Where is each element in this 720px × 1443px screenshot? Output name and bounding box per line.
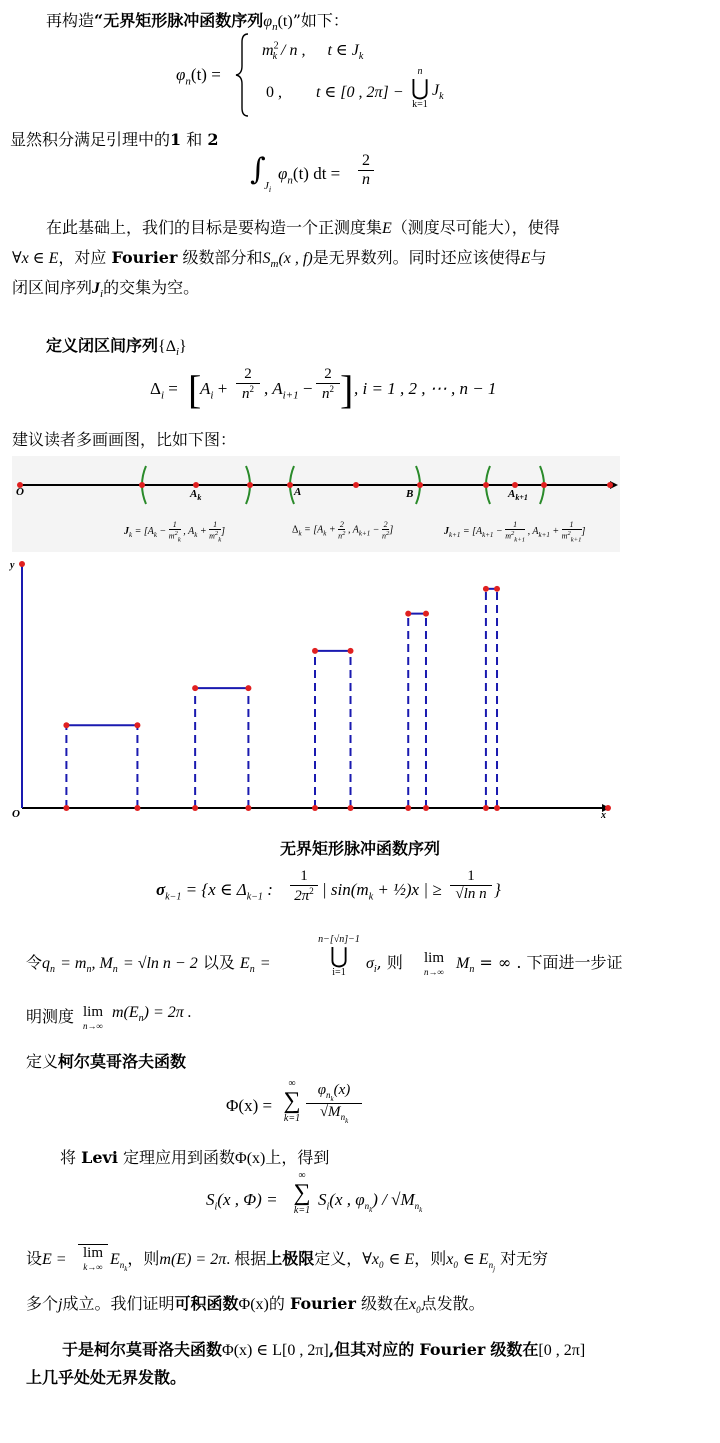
- phi-symbol: φ: [263, 13, 273, 30]
- pulse-1-point-2: [134, 805, 140, 811]
- conclusion-line-1: 于是柯尔莫哥洛夫函数Φ(x) ∈ L[0 , 2π],但其对应的 Fourier 级数在[0 , 2π]: [62, 1340, 586, 1359]
- pulse-4-point-4: [423, 611, 429, 617]
- pulse-3-point-3: [312, 648, 318, 654]
- pulse-1-point-4: [134, 722, 140, 728]
- measure-line: 明测度 lim n→∞ $m(E_n) = 2\pi$ .: [26, 1004, 192, 1031]
- pulse-chart-svg: [0, 556, 620, 826]
- phi-definition: $\varphi_n(t)$ = $m^2_k$ / n , t ∈ $J_k$ 0 , t ∈ [0 , 2π] − n ⋃ k=1 $J_k$: [176, 30, 476, 120]
- pulse-1-point-3: [63, 722, 69, 728]
- pulse-3-point-1: [312, 805, 318, 811]
- goal-line-3: 闭区间序列$J_i$的交集为空。: [12, 278, 200, 301]
- intro-suffix: ”如下：: [292, 11, 349, 30]
- term-label: “无界矩形脉冲函数序列: [94, 11, 264, 30]
- delta-definition: $\Delta_i$ = [ $A_i$ + 2 $n^2$ , $A_{i+1}$ − 2 $n^2$ ] , i = 1 , 2 , ⋯ , n − 1: [150, 366, 497, 412]
- jk-label: $J_k = [A_k$ − $\frac{1}{m^2_k}$ , $A_k$ + $\frac{1}{m^2_k}$ ]: [124, 520, 226, 544]
- pulse-2-point-4: [245, 685, 251, 691]
- origin-label: O: [16, 486, 24, 498]
- limsup-line: 设E = lim k→∞ $E_{n_k}$，则m(E) = 2π. 根据上极限定义，$\forall x_0$ ∈ E，则$x_0$ ∈ $E_{n_j}$ 对无穷: [26, 1245, 549, 1273]
- kolmogorov-def-line: 定义柯尔莫哥洛夫函数: [26, 1052, 187, 1071]
- define-En-line: 令$q_n = m_n$, $M_n = √\ln$ n − 2 以及 $E_n$ = n−[√n]−1 ⋃ i=1 $\sigma_i$, 则 lim n→∞ $M_n$ = ∞ . 下面进一步证: [26, 934, 623, 978]
- phi-sub: n: [272, 21, 278, 34]
- pulse-5-point-2: [494, 805, 500, 811]
- chart-origin-label: O: [12, 808, 20, 820]
- pulse-chart: [0, 556, 620, 826]
- sigma-definition: $\sigma_{k-1} = \{x$ ∈ $\Delta_{k-1}$ : 1 $2\pi^2$ | $\sin(m_k$ + ½)x | ≥ 1 √ln n }: [156, 868, 501, 904]
- def-lhs: φ: [176, 65, 186, 84]
- phi-arg: (t): [277, 13, 293, 30]
- pulse-3-point-4: [348, 648, 354, 654]
- lemma-line: 显然积分满足引理中的1 和 2: [10, 130, 219, 149]
- pulse-1-point-1: [63, 805, 69, 811]
- delta-k-label: $\Delta_k = [A_k$ + $\frac{2}{n^2}$ , $A_{k+1}$ − $\frac{2}{n^2}$ ]: [292, 520, 394, 541]
- jk1-label: $J_{k+1} = [A_{k+1}$ − $\frac{1}{m^2_{k+1}}$ , $A_{k+1}$ + $\frac{1}{m^2_{k+1}}$ ]: [444, 520, 586, 544]
- pulse-2-point-3: [192, 685, 198, 691]
- S-definition: $S_i(x$ , Φ) = ∞ ∑ k=1 $S_i(x$ , $\varphi_{n_k}) / √M_{n_k}$: [206, 1170, 423, 1216]
- pulse-2-point-1: [192, 805, 198, 811]
- pulse-4-point-1: [405, 805, 411, 811]
- x-axis-label: x: [601, 810, 606, 821]
- suggest-line: 建议读者多画画图，比如下图：: [12, 430, 237, 449]
- def-lhs-arg: (t) =: [190, 65, 221, 84]
- pulse-5-point-4: [494, 586, 500, 592]
- pulse-5-point-3: [483, 586, 489, 592]
- goal-line-2: ∀x ∈ E，对应 Fourier 级数部分和$S_m(x$ , f)是无界数列。同时还应该使得E与: [12, 248, 547, 271]
- left-brace: [234, 30, 254, 120]
- pulse-4-point-3: [405, 611, 411, 617]
- intro-prefix: 再构造: [46, 11, 95, 30]
- ak1-label: $A_{k+1}$: [508, 488, 528, 503]
- pulse-5-point-1: [483, 805, 489, 811]
- pulse-4-point-2: [423, 805, 429, 811]
- b-label: B: [406, 488, 414, 500]
- Phi-definition: Φ(x) = ∞ ∑ k=1 $\varphi_{n_k}(x)$ $√M_{n_k}$: [226, 1078, 386, 1138]
- number-line-figure: [12, 456, 620, 552]
- def-lhs-sub: n: [185, 75, 191, 88]
- ak-label: $A_k$: [190, 488, 202, 503]
- integral-eq: ∫ $J_i$ $\varphi_n(t)$ dt = 2 n: [250, 150, 390, 200]
- diverge-line: 多个j成立。我们证明可积函数Φ(x)的 Fourier 级数在$x_0$点发散。: [26, 1294, 485, 1316]
- conclusion-line-2: 上几乎处处无界发散。: [26, 1368, 187, 1387]
- y-axis-end-point: [19, 561, 25, 567]
- case-1: $m^2_k$ / n , t ∈ $J_k$: [262, 40, 364, 63]
- delta-seq-line: 定义闭区间序列$\{\Delta_i\}$: [46, 336, 187, 359]
- union-op: n ⋃ k=1: [410, 66, 430, 110]
- y-axis-label: y: [10, 560, 15, 571]
- pulse-2-point-2: [245, 805, 251, 811]
- chart-title: 无界矩形脉冲函数序列: [279, 839, 440, 858]
- case-2: 0 , t ∈ [0 , 2π] −: [266, 84, 404, 101]
- levi-line: 将 Levi 定理应用到函数Φ(x)上，得到: [60, 1148, 330, 1167]
- a-label: A: [294, 486, 302, 498]
- pulse-3-point-2: [348, 805, 354, 811]
- goal-line-1: 在此基础上，我们的目标是要构造一个正测度集E（测度尽可能大），使得: [46, 218, 560, 237]
